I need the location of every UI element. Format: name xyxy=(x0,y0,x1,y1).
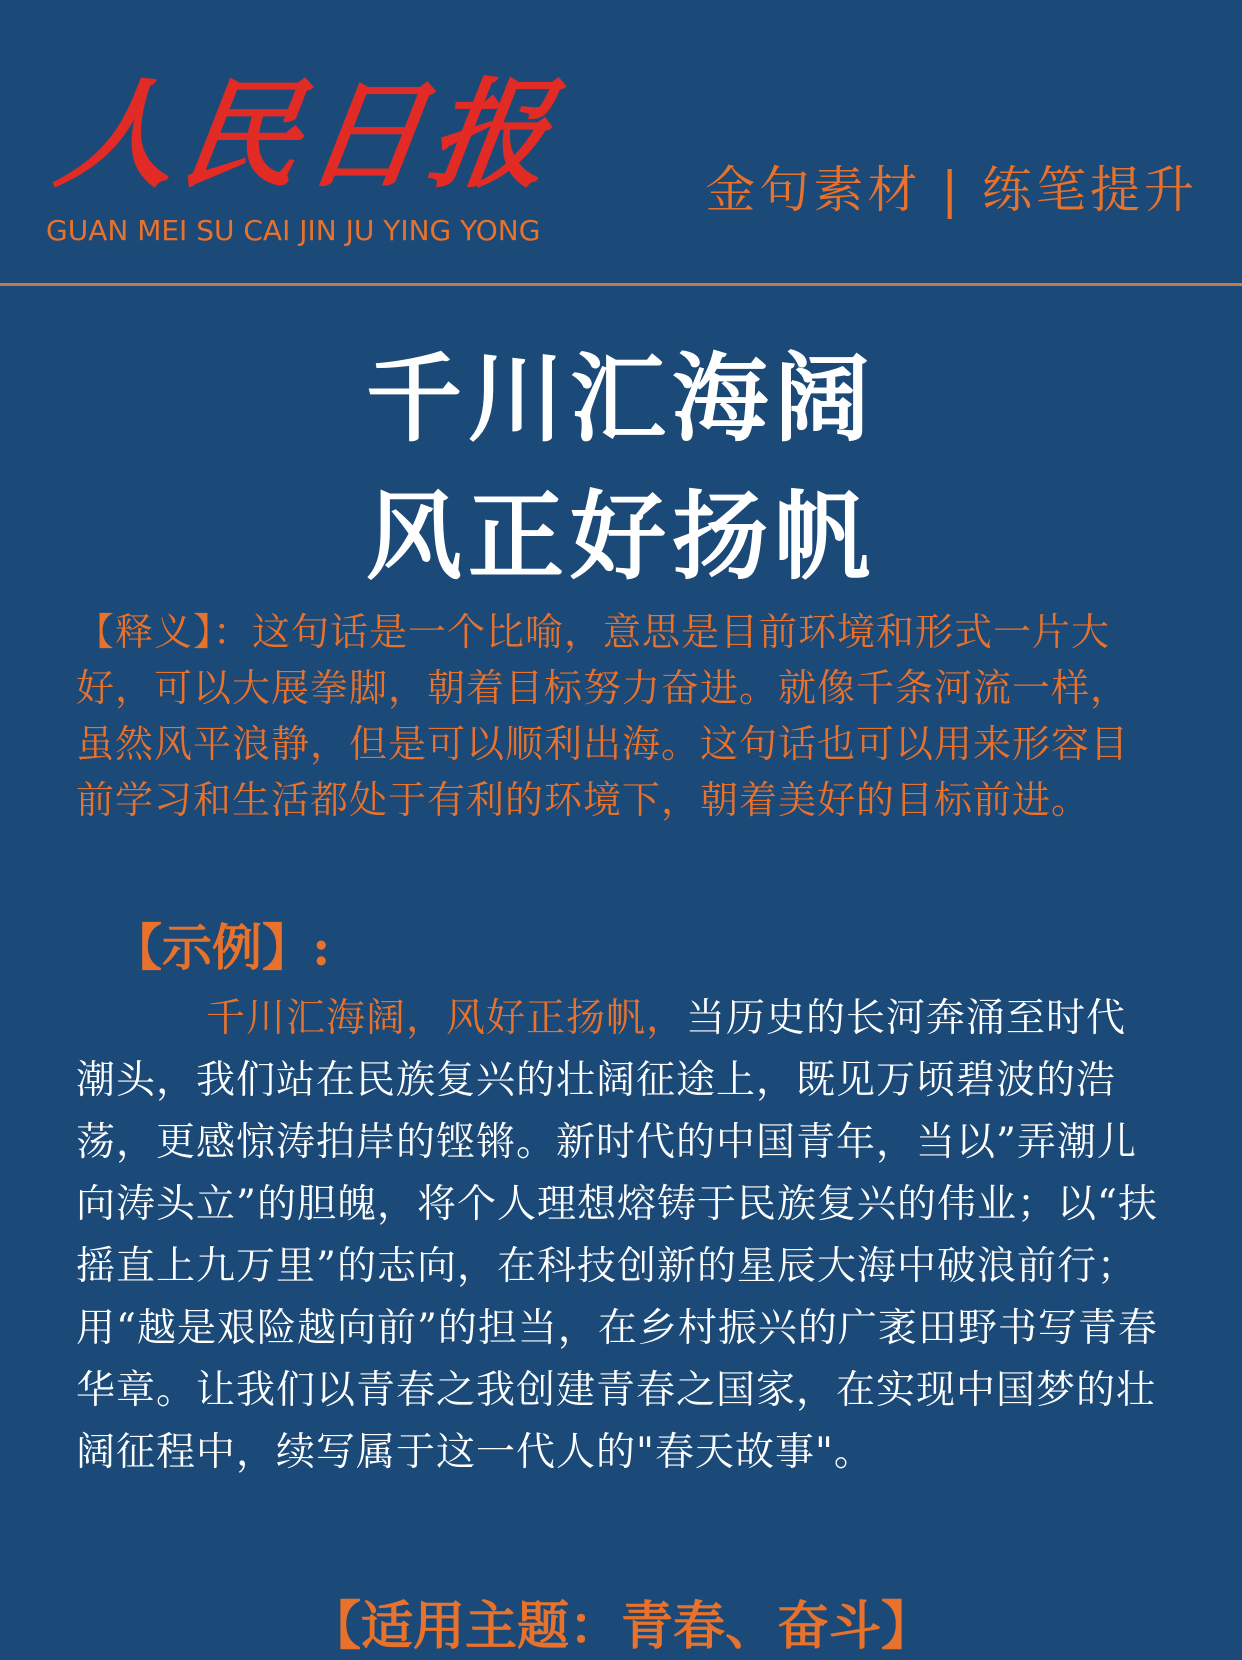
title-line-2: 风正好扬帆 xyxy=(366,480,876,593)
title-line-1: 千川汇海阔 xyxy=(366,342,876,455)
page-title xyxy=(0,330,1242,606)
example-highlight: 千川汇海阔，风好正扬帆， xyxy=(206,996,687,1041)
applicable-theme: 【适用主题：青春、奋斗】 xyxy=(308,1596,933,1657)
example-label: 【示例】: xyxy=(112,918,331,977)
definition-paragraph: 【释义】：这句话是一个比喻，意思是目前环境和形式一片大好，可以大展拳脚，朝着目标努力奋进。就像千条河流一样，虽然风平浪静，但是可以顺利出海。这句话也可以用来形容目前学习和生活都处于有利的环境下，朝着美好的目标前进。 xyxy=(76,610,1130,822)
example-body: 当历史的长河奔涌至时代潮头，我们站在民族复兴的壮阔征途上，既见万顷碧波的浩荡，更感惊涛拍岸的铿锵。新时代的中国青年，当以”弄潮儿向涛头立”的胆魄，将个人理想熔铸于民族复兴的伟业；以“扶摇直上九万里”的志向，在科技创新的星辰大海中破浪前行；用“越是艰险越向前”的担当，在乡村振兴的广袤田野书写青春华章。让我们以青春之我创建青春之国家，在实现中国梦的壮阔征程中，续写属于这一代人的"春天故事"。 xyxy=(76,996,1158,1475)
tagline: 金句素材 | 练笔提升 xyxy=(705,161,1198,219)
example-paragraph xyxy=(76,988,1166,1484)
newspaper-logo: 人民日报 xyxy=(48,65,565,204)
pinyin-subtitle: GUAN MEI SU CAI JIN JU YING YONG xyxy=(46,214,541,247)
header xyxy=(0,0,1242,286)
header-divider xyxy=(0,283,1242,286)
